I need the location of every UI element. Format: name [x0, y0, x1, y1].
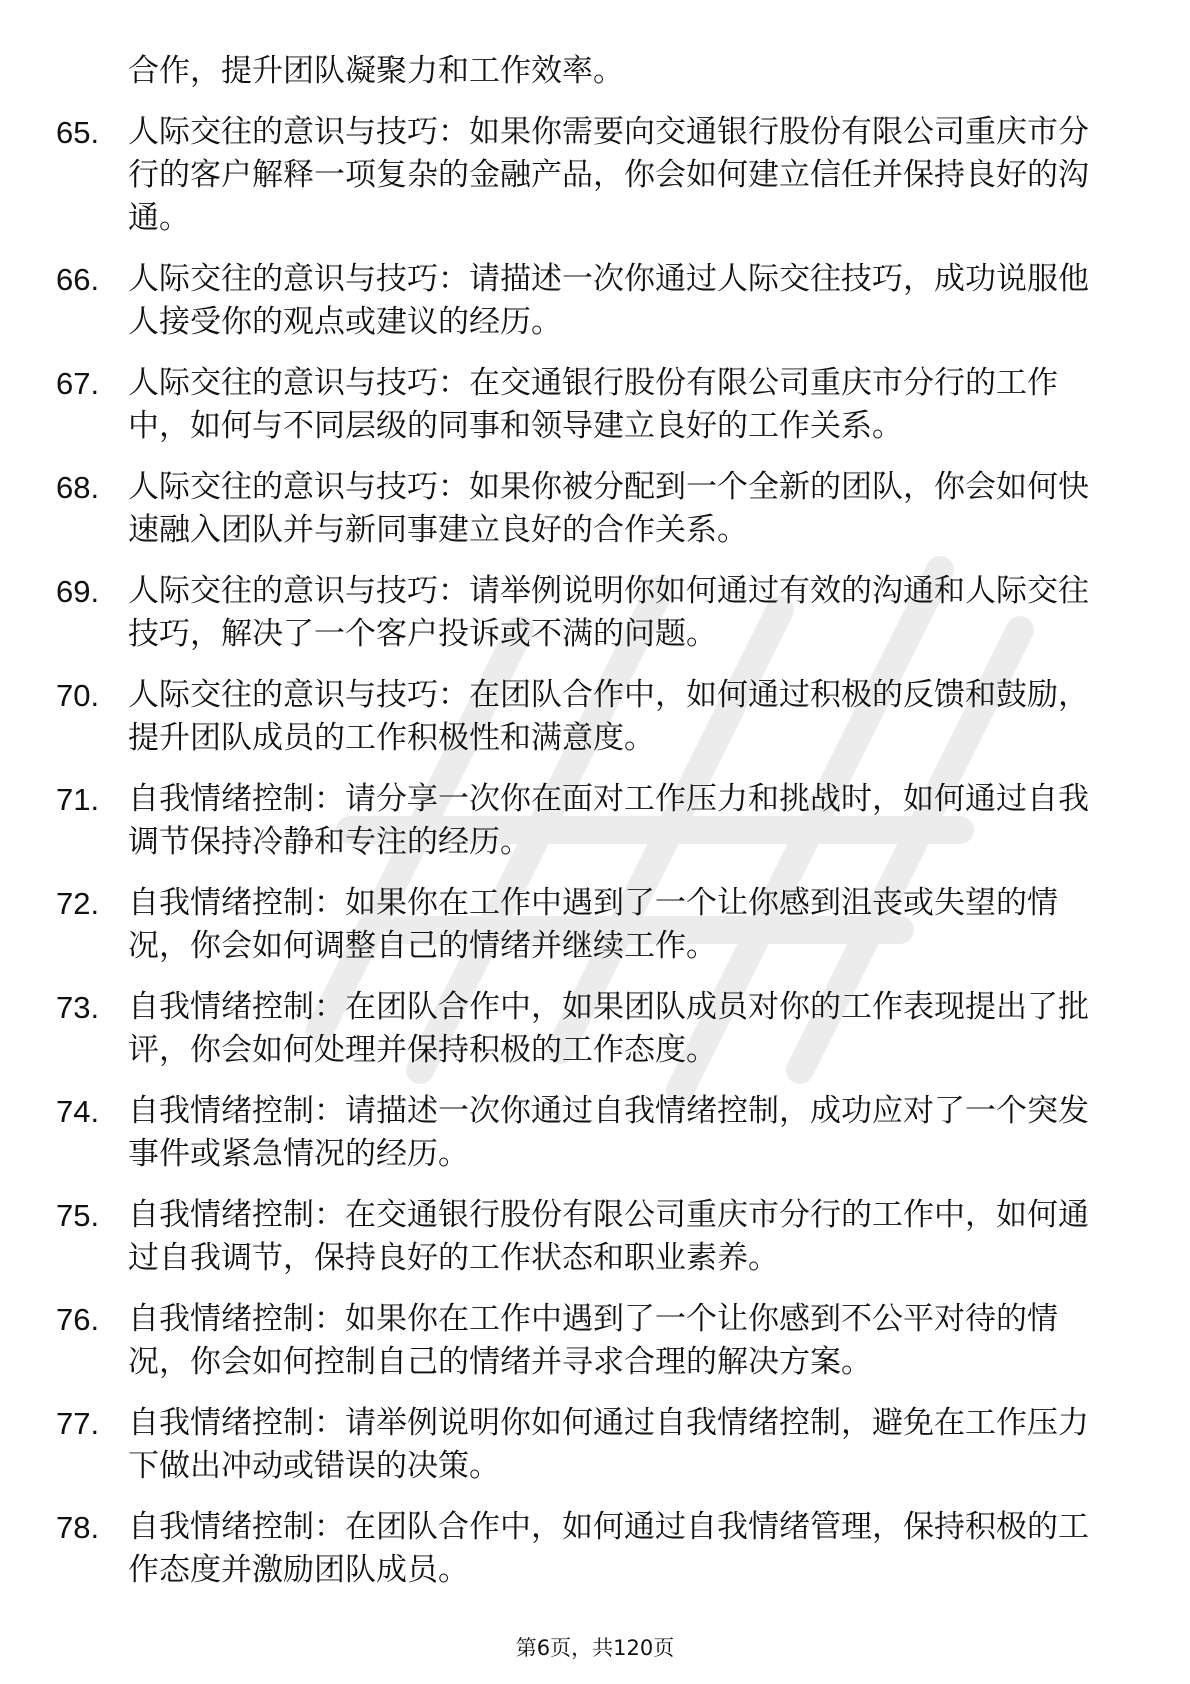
item-number: 72. [56, 886, 100, 921]
list-item [56, 1090, 1106, 1176]
list-item [56, 1402, 1106, 1488]
item-text: 自我情绪控制：在团队合作中，如何通过自我情绪管理，保持积极的工作态度并激励团队成员。 [128, 1509, 1089, 1588]
list-item [56, 362, 1106, 448]
list-item [56, 1298, 1106, 1384]
item-text: 自我情绪控制：如果你在工作中遇到了一个让你感到不公平对待的情况，你会如何控制自己的情绪并寻求合理的解决方案。 [128, 1301, 1058, 1380]
list-item [56, 570, 1106, 656]
item-text: 人际交往的意识与技巧：在团队合作中，如何通过积极的反馈和鼓励，提升团队成员的工作积极性和满意度。 [128, 677, 1089, 756]
item-number: 71. [56, 782, 100, 817]
item-text: 人际交往的意识与技巧：如果你被分配到一个全新的团队，你会如何快速融入团队并与新同事建立良好的合作关系。 [128, 469, 1089, 548]
page-number-footer: 第6页，共120页 [515, 1636, 675, 1660]
list-item [56, 466, 1106, 552]
item-text: 人际交往的意识与技巧：在交通银行股份有限公司重庆市分行的工作中，如何与不同层级的同事和领导建立良好的工作关系。 [128, 365, 1058, 444]
list-item [56, 1506, 1106, 1592]
item-number: 73. [56, 990, 100, 1025]
list-item [56, 674, 1106, 760]
list-item [56, 986, 1106, 1072]
list-item [56, 882, 1106, 968]
list-item [56, 1194, 1106, 1280]
item-number: 67. [56, 366, 100, 401]
item-number: 78. [56, 1510, 100, 1545]
item-text: 自我情绪控制：如果你在工作中遇到了一个让你感到沮丧或失望的情况，你会如何调整自己的情绪并继续工作。 [128, 885, 1058, 964]
item-text: 自我情绪控制：在交通银行股份有限公司重庆市分行的工作中，如何通过自我调节，保持良好的工作状态和职业素养。 [128, 1197, 1089, 1276]
item-text: 人际交往的意识与技巧：请描述一次你通过人际交往技巧，成功说服他人接受你的观点或建议的经历。 [128, 261, 1089, 340]
question-list [56, 50, 1106, 1610]
item-text: 自我情绪控制：请描述一次你通过自我情绪控制，成功应对了一个突发事件或紧急情况的经历。 [128, 1093, 1089, 1172]
item-text: 人际交往的意识与技巧：如果你需要向交通银行股份有限公司重庆市分行的客户解释一项复杂的金融产品，你会如何建立信任并保持良好的沟通。 [128, 114, 1089, 236]
item-number: 76. [56, 1302, 100, 1337]
item-text: 自我情绪控制：在团队合作中，如果团队成员对你的工作表现提出了批评，你会如何处理并保持积极的工作态度。 [128, 989, 1089, 1068]
item-text: 人际交往的意识与技巧：请举例说明你如何通过有效的沟通和人际交往技巧，解决了一个客户投诉或不满的问题。 [128, 573, 1089, 652]
item-number: 74. [56, 1094, 100, 1129]
item-number: 75. [56, 1198, 100, 1233]
item-number: 66. [56, 262, 100, 297]
item-number: 77. [56, 1406, 100, 1441]
item-text: 自我情绪控制：请分享一次你在面对工作压力和挑战时，如何通过自我调节保持冷静和专注的经历。 [128, 781, 1089, 860]
item-number: 65. [56, 115, 100, 150]
list-item [56, 258, 1106, 344]
list-item [56, 778, 1106, 864]
item-number: 69. [56, 574, 100, 609]
list-item [56, 111, 1106, 240]
item-number: 68. [56, 470, 100, 505]
continuation-line: 合作，提升团队凝聚力和工作效率。 [128, 53, 624, 89]
item-number: 70. [56, 678, 100, 713]
item-text: 自我情绪控制：请举例说明你如何通过自我情绪控制，避免在工作压力下做出冲动或错误的决策。 [128, 1405, 1089, 1484]
